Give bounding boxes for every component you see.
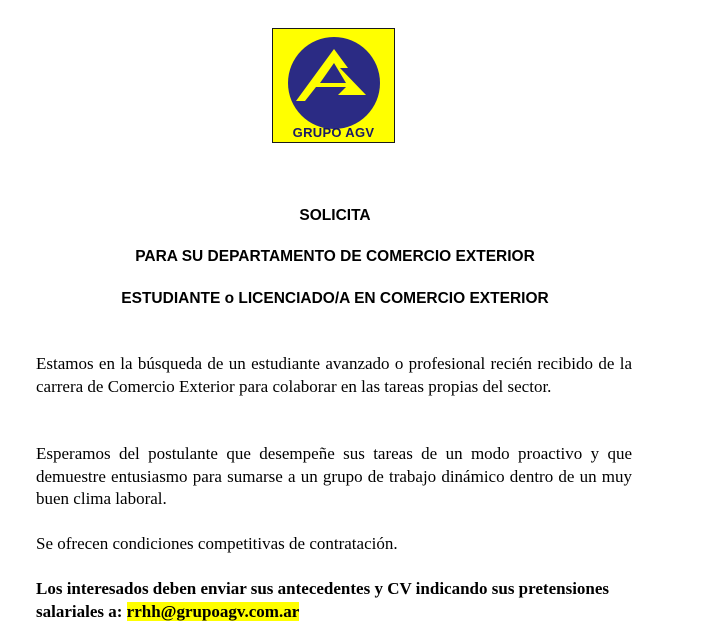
agv-emblem-icon: [286, 35, 382, 131]
contact-instructions: Los interesados deben enviar sus antecedentes y CV indicando sus pretensiones salariales a:: [36, 579, 610, 621]
contact-email-link[interactable]: rrhh@grupoagv.com.ar: [126, 601, 300, 621]
paragraph-conditions: Se ofrecen condiciones competitivas de contratación.: [36, 534, 398, 553]
heading-solicita: SOLICITA: [299, 207, 371, 224]
paragraph-contact: [36, 578, 676, 623]
logo-text: GRUPO AGV: [292, 125, 375, 140]
heading-department: PARA SU DEPARTAMENTO DE COMERCIO EXTERIOR: [135, 248, 535, 265]
paragraph-search: Estamos en la búsqueda de un estudiante avanzado o profesional recién recibido de la carrera de Comercio Exterior para colaborar en las tareas propias del sector.: [36, 354, 632, 396]
grupo-agv-logo: [272, 28, 395, 143]
heading-position: ESTUDIANTE o LICENCIADO/A EN COMERCIO EXTERIOR: [121, 290, 549, 307]
paragraph-expectations: Esperamos del postulante que desempeñe sus tareas de un modo proactivo y que demuestre entusiasmo para sumarse a un grupo de trabajo dinámico dentro de un muy buen clima laboral.: [36, 444, 632, 508]
